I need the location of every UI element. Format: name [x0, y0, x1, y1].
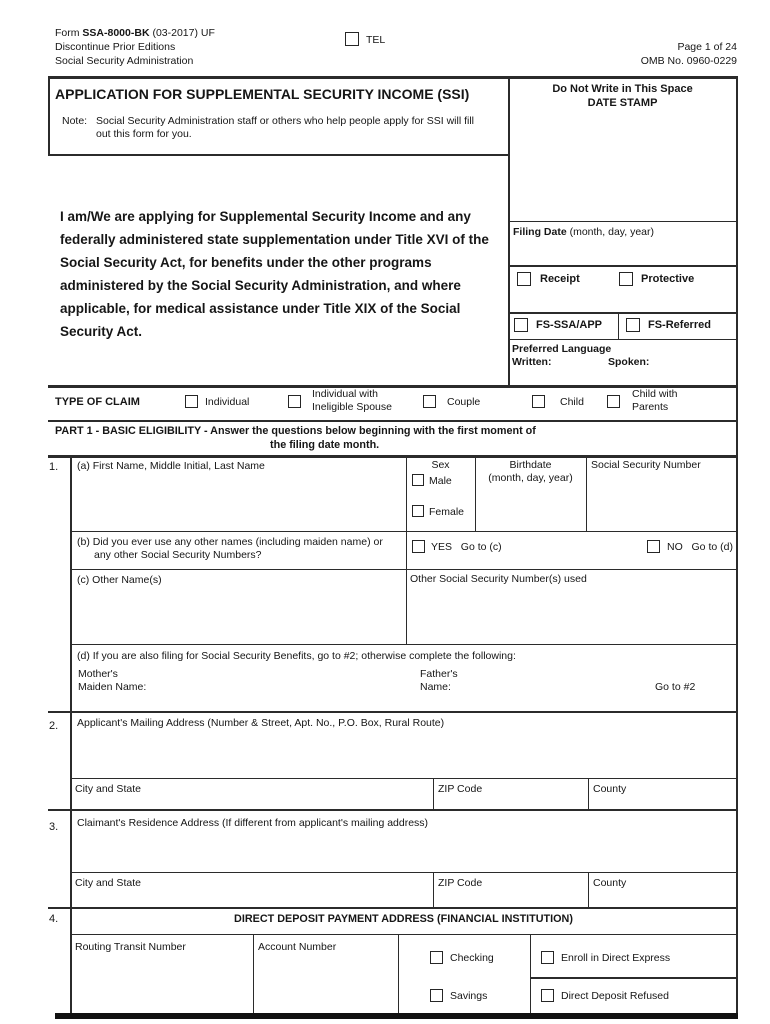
divider	[48, 78, 50, 156]
type-of-claim-label: TYPE OF CLAIM	[55, 396, 140, 408]
q2-zip-label: ZIP Code	[438, 783, 483, 795]
account-number-label: Account Number	[258, 941, 337, 953]
page-number: Page 1 of 24	[677, 41, 737, 53]
divider	[70, 531, 737, 532]
protective-label: Protective	[641, 273, 695, 285]
form-note	[62, 115, 487, 141]
intro-paragraph: I am/We are applying for Supplemental Security Income and any federally administered state supplementation under Title XVI of the Social Security Act, for benefits under the other programs administered by the Social Security Administration, and where applicable, for medical assistance under Title XIX of the Social Security Act.	[60, 209, 489, 339]
divider	[508, 221, 737, 222]
direct-deposit-header: DIRECT DEPOSIT PAYMENT ADDRESS (FINANCIAL INSTITUTION)	[234, 913, 573, 925]
part1-heading-line2: the filing date month.	[270, 439, 380, 451]
divider	[48, 809, 738, 811]
claim-child-with-parents-checkbox[interactable]	[607, 395, 620, 408]
divider	[70, 569, 737, 570]
divider	[48, 420, 738, 422]
divider	[70, 778, 737, 779]
preferred-language-label: Preferred Language	[512, 343, 612, 355]
savings-checkbox[interactable]	[430, 989, 443, 1002]
q1b-other-names-question: (b) Did you ever use any other names (including maiden name) or any other Social Security Numbers?	[77, 536, 383, 562]
q3-zip-label: ZIP Code	[438, 877, 483, 889]
savings-label: Savings	[450, 990, 488, 1002]
q3-city-state-label: City and State	[75, 877, 141, 889]
divider	[618, 312, 619, 340]
divider	[70, 644, 737, 645]
divider	[508, 312, 737, 314]
agency-name: Social Security Administration	[55, 55, 194, 67]
date-stamp-label: DATE STAMP	[587, 97, 658, 109]
other-names-no-checkbox[interactable]	[647, 540, 660, 553]
do-not-write-label: Do Not Write in This Space	[552, 83, 693, 95]
q1-ssn-label: Social Security Number	[591, 459, 701, 471]
divider	[253, 934, 254, 1013]
discontinue-note: Discontinue Prior Editions	[55, 41, 176, 53]
other-names-yes-label: YES Go to (c)	[431, 541, 502, 553]
mothers-maiden-name-label: Mother's Maiden Name:	[78, 668, 147, 694]
direct-deposit-refused-checkbox[interactable]	[541, 989, 554, 1002]
part1-heading-line1: PART 1 - BASIC ELIGIBILITY - Answer the questions below beginning with the first moment of	[55, 425, 536, 437]
enroll-direct-express-checkbox[interactable]	[541, 951, 554, 964]
sex-female-checkbox[interactable]	[412, 505, 424, 517]
form-title: APPLICATION FOR SUPPLEMENTAL SECURITY INCOME (SSI)	[55, 86, 470, 102]
divider	[586, 455, 587, 532]
page-bottom-edge	[55, 1013, 738, 1019]
claim-individual-label: Individual	[205, 396, 250, 408]
receipt-label: Receipt	[540, 273, 580, 285]
omb-number: OMB No. 0960-0229	[640, 55, 737, 67]
claim-child-checkbox[interactable]	[532, 395, 545, 408]
fs-referred-checkbox[interactable]	[626, 318, 640, 332]
fs-referred-label: FS-Referred	[648, 319, 711, 331]
claim-individual-ineligible-spouse-checkbox[interactable]	[288, 395, 301, 408]
q1c-other-ssn-label: Other Social Security Number(s) used	[410, 573, 587, 585]
divider	[70, 934, 737, 935]
fs-ssa-app-checkbox[interactable]	[514, 318, 528, 332]
routing-transit-number-label: Routing Transit Number	[75, 941, 186, 953]
checking-checkbox[interactable]	[430, 951, 443, 964]
receipt-checkbox[interactable]	[517, 272, 531, 286]
tel-label: TEL	[366, 34, 386, 46]
note-label: Note:	[62, 115, 88, 127]
claim-individual-checkbox[interactable]	[185, 395, 198, 408]
divider	[530, 934, 531, 1013]
divider	[406, 455, 407, 645]
fs-ssa-app-label: FS-SSA/APP	[536, 319, 603, 331]
divider	[398, 934, 399, 1013]
divider	[588, 872, 589, 907]
q1-birthdate-hint: (month, day, year)	[488, 472, 573, 484]
q2-county-label: County	[593, 783, 627, 795]
protective-checkbox[interactable]	[619, 272, 633, 286]
divider	[48, 154, 508, 156]
sex-male-label: Male	[429, 475, 452, 487]
claim-individual-ineligible-spouse-label: Individual with Ineligible Spouse	[312, 388, 392, 413]
divider	[530, 977, 737, 979]
other-names-no-label: NO Go to (d)	[667, 541, 733, 553]
written-label: Written:	[512, 356, 552, 368]
divider	[508, 339, 737, 340]
goto-2-label: Go to #2	[655, 681, 696, 693]
divider	[588, 778, 589, 809]
q1-birthdate-label: Birthdate	[509, 459, 552, 471]
checking-label: Checking	[450, 952, 494, 964]
q4-number: 4.	[49, 913, 59, 925]
q1c-other-names-label: (c) Other Name(s)	[77, 574, 162, 586]
divider	[508, 265, 737, 267]
filing-date-label: Filing Date (month, day, year)	[513, 226, 655, 238]
divider	[48, 455, 738, 458]
claim-child-label: Child	[560, 396, 584, 408]
q1a-name-label: (a) First Name, Middle Initial, Last Name	[77, 460, 265, 472]
divider	[70, 455, 72, 1013]
q1d-instruction: (d) If you are also filing for Social Security Benefits, go to #2; otherwise complete the following:	[77, 650, 516, 662]
q1-sex-label: Sex	[431, 459, 450, 471]
q3-residence-address-label: Claimant's Residence Address (If different from applicant's mailing address)	[77, 817, 429, 829]
q2-number: 2.	[49, 720, 59, 732]
tel-checkbox[interactable]	[345, 32, 359, 46]
divider	[48, 711, 738, 713]
form-number-line: Form SSA-8000-BK (03-2017) UF	[55, 27, 215, 39]
q3-number: 3.	[49, 821, 59, 833]
sex-male-checkbox[interactable]	[412, 474, 424, 486]
divider	[48, 907, 738, 909]
divider	[70, 872, 737, 873]
q3-county-label: County	[593, 877, 627, 889]
note-text: Social Security Administration staff or others who help people apply for SSI will fill out this form for you.	[96, 115, 474, 141]
claim-child-with-parents-label: Child with Parents	[632, 388, 678, 413]
other-names-yes-checkbox[interactable]	[412, 540, 425, 553]
sex-female-label: Female	[429, 506, 465, 518]
direct-deposit-refused-label: Direct Deposit Refused	[561, 990, 669, 1002]
fathers-name-label: Father's Name:	[420, 668, 458, 694]
claim-couple-label: Couple	[447, 396, 481, 408]
enroll-direct-express-label: Enroll in Direct Express	[561, 952, 671, 964]
claim-couple-checkbox[interactable]	[423, 395, 436, 408]
q1-number: 1.	[49, 461, 59, 473]
divider	[433, 872, 434, 907]
q2-city-state-label: City and State	[75, 783, 141, 795]
spoken-label: Spoken:	[608, 356, 650, 368]
divider	[48, 76, 738, 79]
divider	[433, 778, 434, 809]
q2-mailing-address-label: Applicant's Mailing Address (Number & Street, Apt. No., P.O. Box, Rural Route)	[77, 717, 445, 729]
